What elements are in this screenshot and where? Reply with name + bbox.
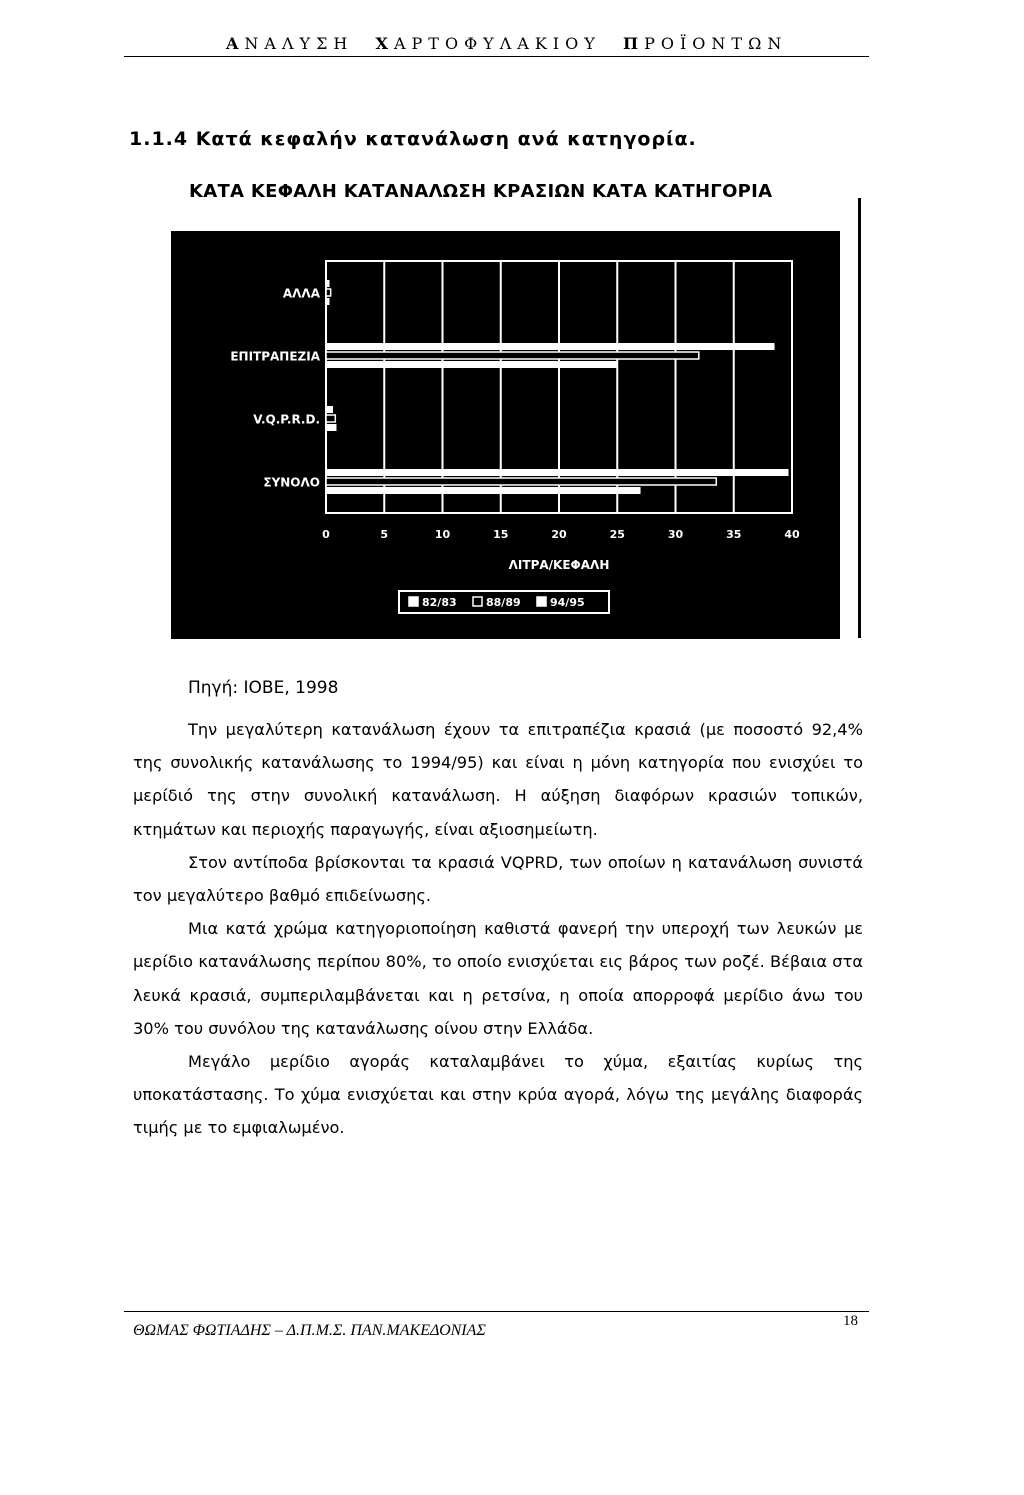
x-tick-label: 20 [551, 528, 567, 541]
chart-title: ΚΑΤΑ ΚΕΦΑΛΗ ΚΑΤΑΝΑΛΩΣΗ ΚΡΑΣΙΩΝ ΚΑΤΑ ΚΑΤΗΓΟΡΙΑ [189, 181, 773, 202]
legend-swatch [473, 597, 482, 606]
paragraph-4: Μεγάλο μερίδιο αγοράς καταλαμβάνει το χύμα, εξαιτίας κυρίως της υποκατάστασης. Το χύμα ενισχύεται και στην κρύα αγορά, λόγω της μεγάλης διαφοράς τιμής με το εμφιαλωμένο. [133, 1052, 863, 1138]
x-axis-label: ΛΙΤΡΑ/ΚΕΦΑΛΗ [508, 558, 610, 572]
footer-author: ΘΩΜΑΣ ΦΩΤΙΑΔΗΣ – Δ.Π.Μ.Σ. ΠΑΝ.ΜΑΚΕΔΟΝΙΑΣ [133, 1322, 486, 1339]
running-header-cap-1: Α [226, 34, 245, 53]
bar [326, 361, 617, 368]
bar-chart [171, 231, 840, 639]
legend-label: 88/89 [486, 596, 521, 609]
bar [326, 289, 331, 296]
bar [326, 415, 335, 422]
running-header-word-3: ΡΟΪΟΝΤΩΝ [644, 34, 788, 53]
footer-rule [124, 1311, 869, 1312]
running-header-cap-2: Χ [375, 34, 394, 53]
legend-swatch [409, 597, 418, 606]
bar [326, 487, 641, 494]
bar [326, 469, 789, 476]
running-header-word-2: ΑΡΤΟΦΥΛΑΚΙΟΥ [393, 34, 601, 53]
chart-right-rule [858, 198, 861, 638]
category-label: ΕΠΙΤΡΑΠΕΖΙΑ [230, 349, 320, 364]
x-tick-label: 0 [322, 528, 330, 541]
bar [326, 424, 336, 431]
bar [326, 478, 716, 485]
category-label: ΑΛΛΑ [282, 286, 320, 301]
legend-swatch [537, 597, 546, 606]
bar [326, 343, 775, 350]
legend-label: 94/95 [550, 596, 585, 609]
running-header [226, 34, 787, 53]
bar [326, 406, 333, 413]
category-label: ΣΥΝΟΛΟ [263, 475, 320, 490]
category-label: V.Q.P.R.D. [253, 412, 320, 427]
body-text [133, 713, 863, 1145]
x-tick-label: 15 [493, 528, 509, 541]
x-tick-label: 10 [434, 528, 451, 541]
chart-background [171, 231, 840, 639]
page-number: 18 [843, 1313, 858, 1329]
x-tick-label: 25 [609, 528, 625, 541]
running-header-cap-3: Π [622, 34, 645, 53]
paragraph-2: Στον αντίποδα βρίσκονται τα κρασιά VQPRD, των οποίων η κατανάλωση συνιστά τον μεγαλύτερο βαθμό επιδείνωσης. [133, 852, 863, 906]
x-tick-label: 35 [726, 528, 742, 541]
running-header-word-1: ΝΑΛΥΣΗ [244, 34, 354, 53]
x-tick-label: 5 [380, 528, 389, 541]
source-line: Πηγή: ΙΟΒΕ, 1998 [188, 678, 339, 698]
section-heading: 1.1.4 Κατά κεφαλήν κατανάλωση ανά κατηγορία. [129, 128, 697, 150]
x-tick-label: 30 [667, 528, 684, 541]
bar [326, 298, 329, 305]
chart-panel [171, 231, 840, 639]
legend-label: 82/83 [422, 596, 457, 609]
bar [326, 280, 329, 287]
paragraph-3: Μια κατά χρώμα κατηγοριοποίηση καθιστά φανερή την υπεροχή των λευκών με μερίδιο κατανάλωσης περίπου 80%, το οποίο ενισχύεται εις βάρος των ροζέ. Βέβαια στα λευκά κρασιά, συμπεριλαμβάνεται και η ρετσίνα, η οποία απορροφά μερίδιο άνω του 30% του συνόλου της κατανάλωσης οίνου στην Ελλάδα. [133, 919, 863, 1038]
x-tick-label: 40 [784, 528, 800, 541]
bar [326, 352, 699, 359]
header-rule [124, 56, 869, 57]
paragraph-1: Την μεγαλύτερη κατανάλωση έχουν τα επιτραπέζια κρασιά (με ποσοστό 92,4% της συνολικής κατανάλωσης το 1994/95) και είναι η μόνη κατηγορία που ενισχύει το μερίδιό της στην συνολική κατανάλωση. Η αύξηση διαφόρων κρασιών τοπικών, κτημάτων και περιοχής παραγωγής, είναι αξιοσημείωτη. [133, 720, 863, 839]
